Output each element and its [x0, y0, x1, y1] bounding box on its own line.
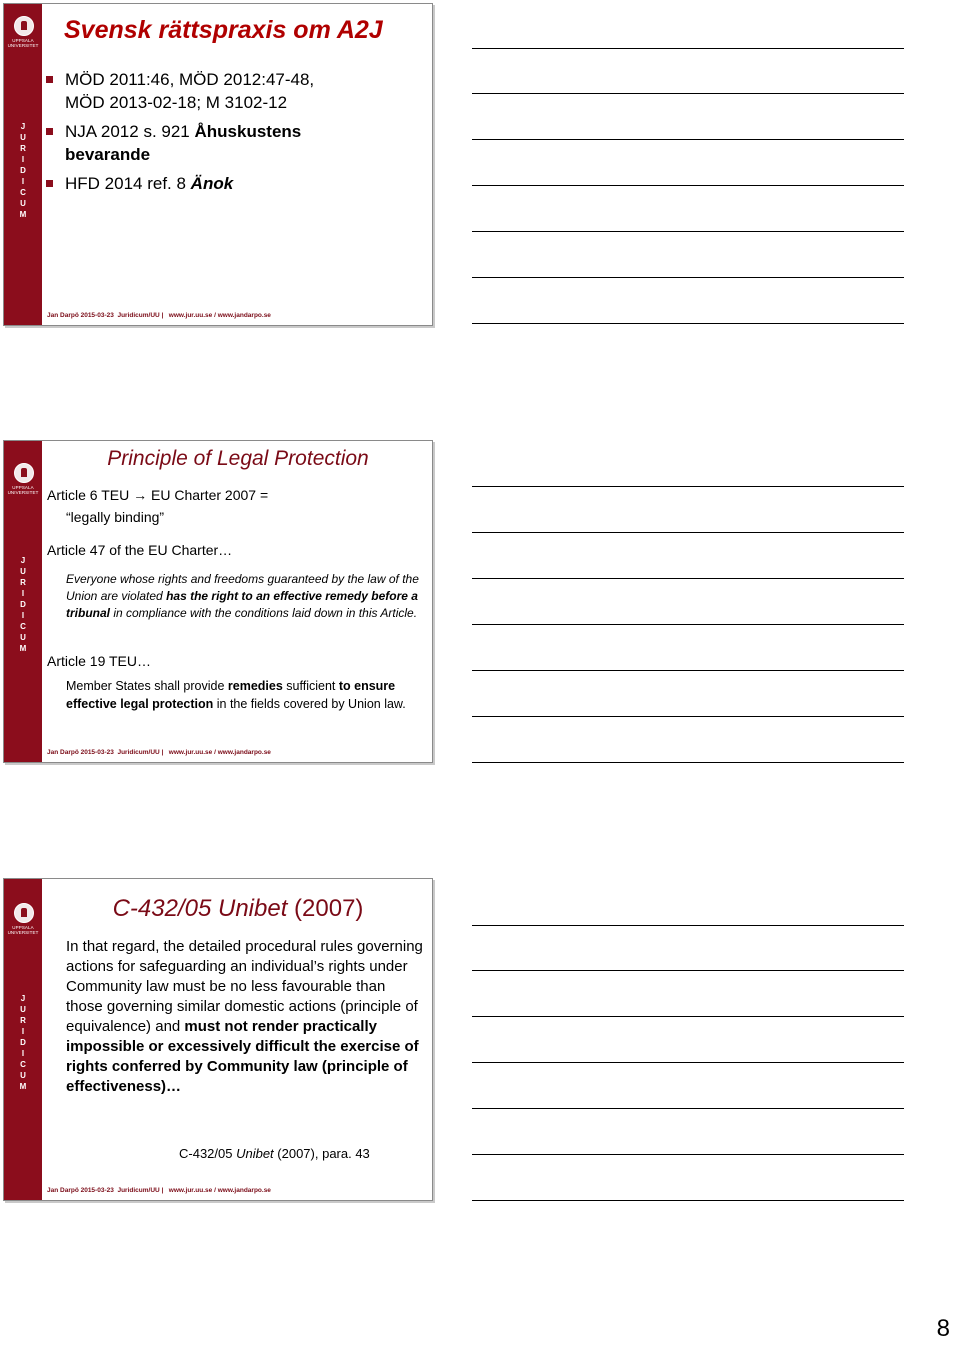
article-19-heading: Article 19 TEU…: [47, 653, 151, 669]
note-line: [472, 231, 904, 232]
juridicum-vertical-label: J U R I D I C U M: [19, 122, 27, 219]
university-name: UPPSALA UNIVERSITET: [7, 485, 39, 495]
footer-link-jandarpo[interactable]: www.jandarpo.se: [217, 1187, 271, 1194]
slide-sidebar: [4, 4, 42, 325]
slide-footer: Jan Darpö 2015-03-23 Juridicum/UU | www.jur.uu.se / www.jandarpo.se: [47, 1187, 271, 1194]
note-line: [472, 185, 904, 186]
footer-link-jur[interactable]: www.jur.uu.se: [168, 1187, 213, 1194]
slide-sidebar: [4, 879, 42, 1200]
case-citation: C-432/05 Unibet (2007), para. 43: [179, 1146, 370, 1161]
note-line: [472, 925, 904, 926]
note-line: [472, 670, 904, 671]
footer-link-jandarpo[interactable]: www.jandarpo.se: [217, 749, 271, 756]
note-line: [472, 139, 904, 140]
article-47-heading: Article 47 of the EU Charter…: [47, 542, 233, 558]
arrow-right-icon: →: [133, 487, 148, 503]
note-line: [472, 1154, 904, 1155]
slide-footer: Jan Darpö 2015-03-23 Juridicum/UU | www.jur.uu.se / www.jandarpo.se: [47, 749, 271, 756]
note-line: [472, 93, 904, 94]
note-line: [472, 1200, 904, 1201]
university-seal-icon: [14, 463, 34, 483]
list-item: HFD 2014 ref. 8 Änok: [44, 172, 424, 195]
footer-link-jur[interactable]: www.jur.uu.se: [168, 312, 213, 319]
note-line: [472, 716, 904, 717]
article-19-text: Member States shall provide remedies sufficient to ensure effective legal protection in the fields covered by Union law.: [66, 679, 406, 711]
juridicum-vertical-label: J U R I D I C U M: [19, 556, 27, 653]
note-line: [472, 48, 904, 49]
university-seal-icon: [14, 903, 34, 923]
article-6-line: Article 6 TEU → EU Charter 2007 =: [47, 487, 269, 503]
note-line: [472, 970, 904, 971]
university-name: UPPSALA UNIVERSITET: [7, 925, 39, 935]
university-name: UPPSALA UNIVERSITET: [7, 38, 39, 48]
note-line: [472, 1108, 904, 1109]
note-line: [472, 578, 904, 579]
slide-title: C-432/05 Unibet (2007): [112, 895, 364, 922]
article-47-quote: Everyone whose rights and freedoms guaranteed by the law of the Union are violated has the right to an effective remedy before a tribunal in compliance with the conditions laid down in this Article.: [66, 572, 419, 620]
note-line: [472, 1016, 904, 1017]
note-line: [472, 532, 904, 533]
slide-title: Principle of Legal Protection: [107, 447, 369, 470]
legally-binding-text: “legally binding”: [66, 509, 165, 525]
juridicum-vertical-label: J U R I D I C U M: [19, 994, 27, 1091]
slide-3: [3, 878, 433, 1201]
note-line: [472, 1062, 904, 1063]
unibet-paragraph: In that regard, the detailed procedural rules governing actions for safeguarding an individual’s rights under Community law must be no less favourable than those governing similar domestic actions (principle of equivalence) and must not render practically impossible or excessively difficult the exercise of rights conferred by Community law (principle of effectiveness)…: [66, 938, 423, 1095]
note-line: [472, 277, 904, 278]
slide-title: Svensk rättspraxis om A2J: [64, 16, 383, 44]
footer-link-jandarpo[interactable]: www.jandarpo.se: [217, 312, 271, 319]
note-line: [472, 624, 904, 625]
bullet-list: [44, 68, 424, 201]
footer-link-jur[interactable]: www.jur.uu.se: [168, 749, 213, 756]
note-line: [472, 486, 904, 487]
note-line: [472, 762, 904, 763]
list-item: MÖD 2011:46, MÖD 2012:47-48, MÖD 2013-02-18; M 3102-12: [44, 68, 424, 114]
page-number: 8: [936, 1315, 950, 1342]
note-line: [472, 323, 904, 324]
slide-footer: Jan Darpö 2015-03-23 Juridicum/UU | www.jur.uu.se / www.jandarpo.se: [47, 312, 271, 319]
slide-1: [3, 3, 433, 326]
university-seal-icon: [14, 16, 34, 36]
list-item: NJA 2012 s. 921 Åhuskustens bevarande: [44, 120, 424, 166]
slide-2: [3, 440, 433, 763]
slide-sidebar: [4, 441, 42, 762]
